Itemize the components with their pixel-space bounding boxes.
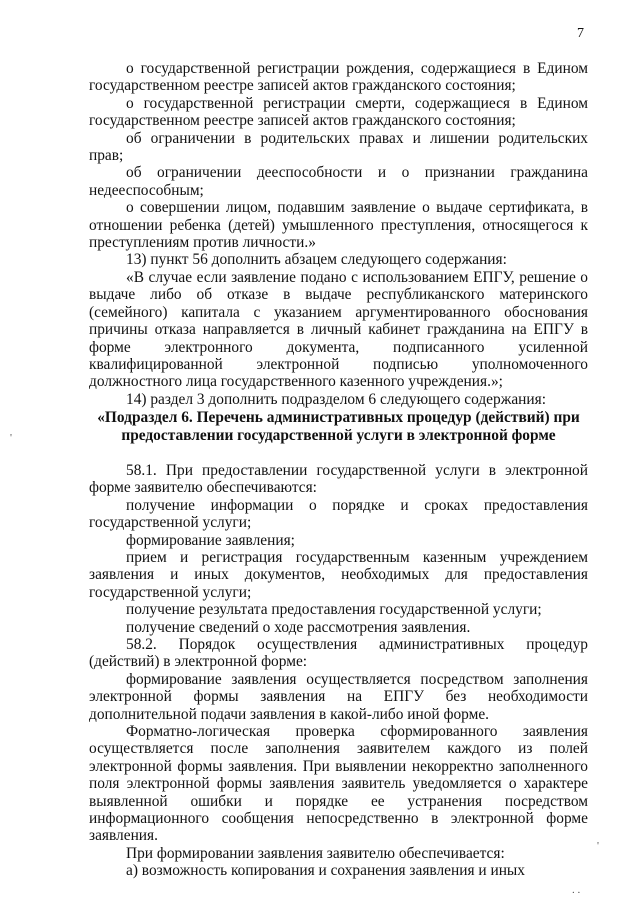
paragraph: 58.2. Порядок осуществления административных процедур (действий) в электронной форме: (89, 636, 588, 671)
paragraph: получение сведений о ходе рассмотрения заявления. (126, 618, 471, 636)
paragraph: 14) раздел 3 дополнить подразделом 6 следующего содержания: (126, 390, 546, 408)
paragraph: Форматно-логическая проверка сформированного заявления осуществляется после заполнения заявителем каждого из полей электронной формы заявления. При выявлении некорректно заполненного поля электронной формы заявления заявитель уведомляется о характере выявленной ошибки и порядке ее устранения посредством информационного сообщения непосредственно в электронной форме заявления. (89, 723, 588, 845)
document-body (89, 60, 588, 880)
paragraph: формирование заявления; (126, 531, 295, 549)
paragraph: формирование заявления осуществляется посредством заполнения электронной формы заявления на ЕПГУ без необходимости дополнительной подачи заявления в какой-либо иной форме. (89, 670, 588, 723)
paragraph: о государственной регистрации рождения, содержащиеся в Едином государственном реестре записей актов гражданского состояния; (89, 60, 588, 95)
paragraph: 13) пункт 56 дополнить абзацем следующего содержания: (126, 251, 507, 269)
paragraph: 58.1. При предоставлении государственной услуги в электронной форме заявителю обеспечиваются: (89, 461, 588, 497)
scan-speck: ' (10, 432, 12, 444)
paragraph: о государственной регистрации смерти, содержащиеся в Едином государственном реестре записей актов гражданского состояния; (89, 94, 588, 130)
paragraph: прием и регистрация государственным казенным учреждением заявления и иных документов, необходимых для предоставления государственной услуги; (89, 548, 588, 601)
paragraph: о совершении лицом, подавшим заявление о выдаче сертификата, в отношении ребенка (детей) умышленного преступления, относящегося к преступлениям против личности.» (89, 199, 588, 252)
paragraph: об ограничении в родительских правах и лишении родительских прав; (89, 129, 588, 165)
scan-speck: ' (597, 840, 599, 852)
paragraph: При формировании заявления заявителю обеспечивается: (126, 844, 505, 862)
page-number: 7 (577, 26, 584, 41)
paragraph: получение информации о порядке и сроках предоставления государственной услуги; (89, 496, 588, 532)
paragraph: получение результата предоставления государственной услуги; (126, 601, 542, 619)
paragraph: а) возможность копирования и сохранения заявления и иных (126, 862, 525, 880)
paragraph: об ограничении дееспособности и о признании гражданина недееспособным; (89, 164, 588, 199)
section-heading: «Подраздел 6. Перечень административных процедур (действий) при предоставлении государственной услуги в электронной форме (97, 409, 580, 444)
paragraph: «В случае если заявление подано с использованием ЕПГУ, решение о выдаче либо об отказе в выдаче республиканского материнского (семейного) капитала с указанием аргументированного обоснования причины отказа направляется в личный кабинет гражданина на ЕПГУ в форме электронного документа, подписанного усиленной квалифицированной электронной подписью уполномоченного должностного лица государственного казенного учреждения.»; (89, 268, 588, 391)
scan-speck: . . (572, 884, 581, 896)
